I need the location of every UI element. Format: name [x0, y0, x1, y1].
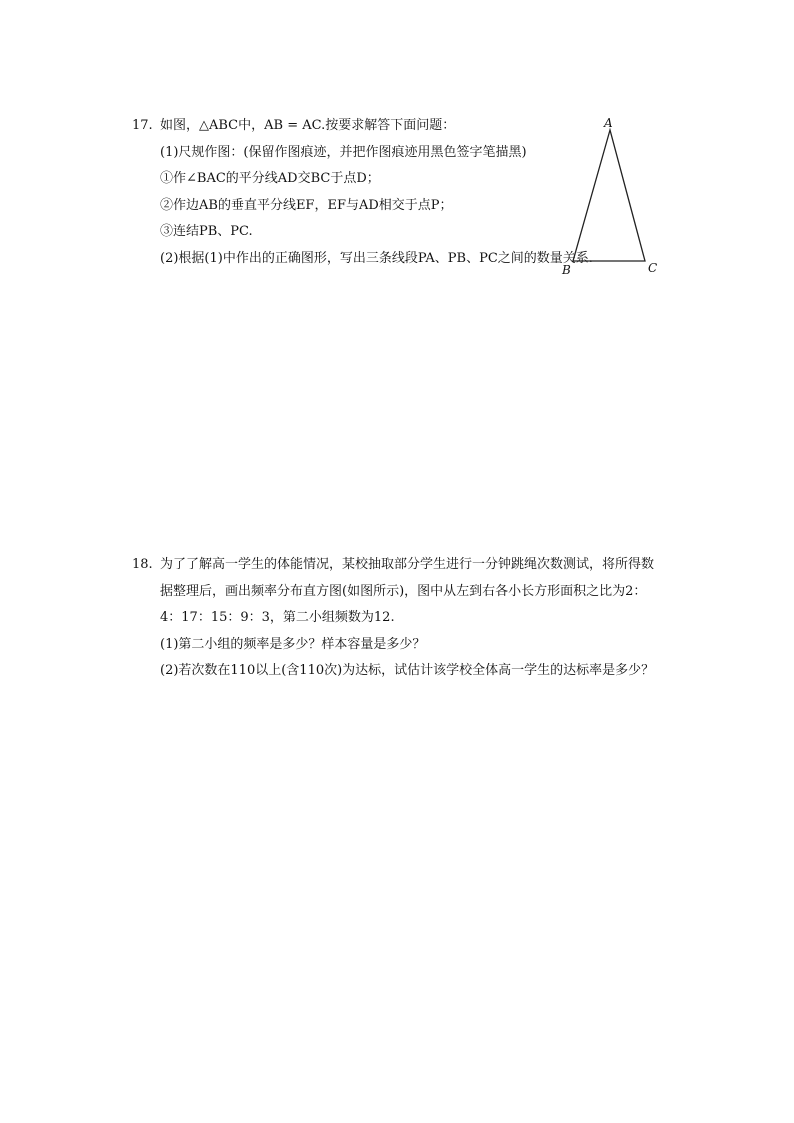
- problem-17-step-2: ②作边AB的垂直平分线EF，EF与AD相交于点P；: [160, 197, 453, 213]
- problem-17-part-1: (1)尺规作图：(保留作图痕迹，并把作图痕迹用黑色签字笔描黑): [160, 144, 527, 160]
- vertex-label-a: A: [604, 116, 613, 130]
- problem-18-part-1: (1)第二小组的频率是多少？样本容量是多少？: [160, 636, 426, 652]
- problem-17-body: [160, 113, 593, 272]
- vertex-label-b: B: [562, 263, 571, 277]
- problem-17-part-2: (2)根据(1)中作出的正确图形，写出三条线段PA、PB、PC之间的数量关系.: [160, 250, 593, 266]
- problem-17-step-3: ③连结PB、PC.: [160, 224, 253, 239]
- problem-17-step-1: ①作∠BAC的平分线AD交BC于点D；: [160, 171, 380, 186]
- vertex-label-c: C: [648, 261, 658, 275]
- problem-18-number: 18.: [132, 557, 153, 572]
- problem-17-stem: 如图，△ABC中，AB = AC.按要求解答下面问题：: [160, 118, 456, 133]
- problem-18-body: [160, 552, 665, 685]
- triangle-figure: [558, 112, 668, 280]
- problem-18-stem: 为了了解高一学生的体能情况，某校抽取部分学生进行一分钟跳绳次数测试，将所得数据整理后，画出频率分布直方图(如图所示)，图中从左到右各小长方形面积之比为2：4：17：15：9：3，第二小组频数为12.: [160, 557, 655, 625]
- problem-17-number: 17.: [132, 118, 153, 133]
- problem-18-part-2: (2)若次数在110以上(含110次)为达标，试估计该学校全体高一学生的达标率是多少？: [160, 663, 655, 678]
- triangle-abc: [573, 130, 645, 261]
- triangle-svg: [558, 112, 668, 280]
